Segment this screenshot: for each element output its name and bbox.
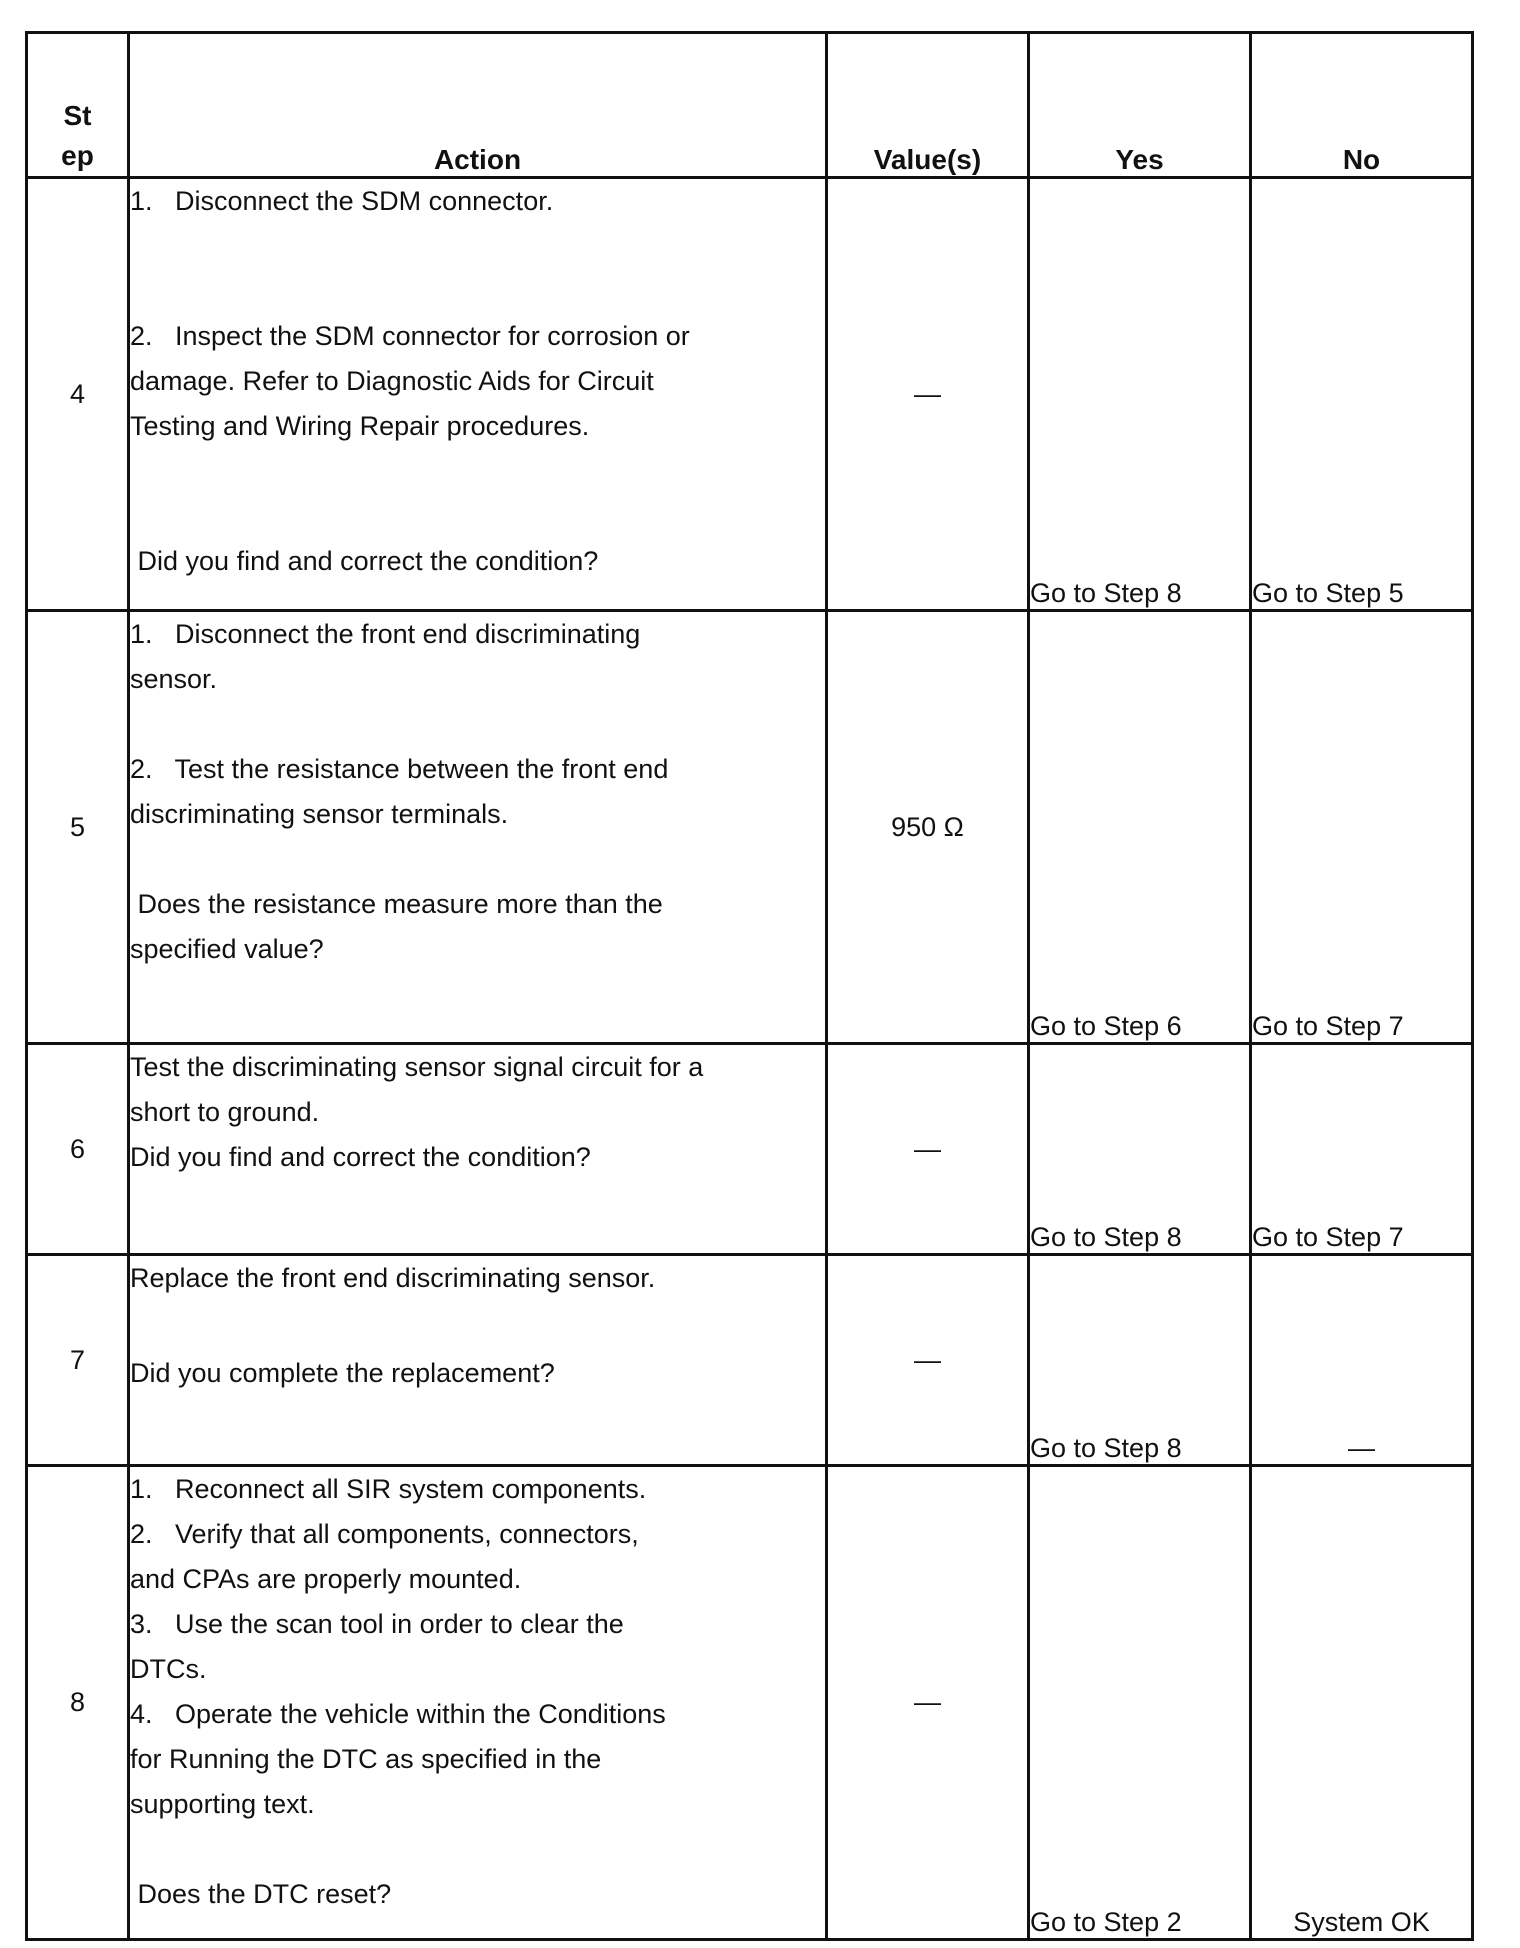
no-cell: Go to Step 7 — [1251, 1044, 1473, 1255]
table-header-row — [27, 33, 1473, 178]
step-number: 6 — [27, 1044, 129, 1255]
col-header-no: No — [1251, 33, 1473, 178]
step-number: 8 — [27, 1466, 129, 1940]
action-question: Does the resistance measure more than the — [130, 889, 663, 919]
action-line: 1. Disconnect the SDM connector. — [130, 186, 554, 216]
yes-cell: Go to Step 8 — [1029, 1255, 1251, 1466]
action-line: short to ground. — [130, 1097, 320, 1127]
action-cell — [129, 178, 827, 611]
action-line: and CPAs are properly mounted. — [130, 1564, 522, 1594]
action-line: DTCs. — [130, 1654, 207, 1684]
table-row — [27, 1044, 1473, 1255]
action-question: Did you complete the replacement? — [130, 1358, 555, 1388]
no-cell: Go to Step 5 — [1251, 178, 1473, 611]
action-line: 1. Disconnect the front end discriminating — [130, 619, 641, 649]
action-cell — [129, 611, 827, 1044]
action-line: Testing and Wiring Repair procedures. — [130, 411, 590, 441]
action-cell — [129, 1255, 827, 1466]
action-line: Replace the front end discriminating sensor. — [130, 1263, 656, 1293]
col-header-action: Action — [129, 33, 827, 178]
action-line: 2. Verify that all components, connectors, — [130, 1519, 639, 1549]
table-row — [27, 1255, 1473, 1466]
action-line: discriminating sensor terminals. — [130, 799, 509, 829]
col-header-yes: Yes — [1029, 33, 1251, 178]
yes-cell: Go to Step 8 — [1029, 1044, 1251, 1255]
table-row — [27, 1466, 1473, 1940]
col-header-values: Value(s) — [827, 33, 1029, 178]
col-header-step: St ep — [27, 33, 129, 178]
action-question: specified value? — [130, 934, 324, 964]
action-line: 2. Inspect the SDM connector for corrosion or — [130, 321, 690, 351]
action-cell — [129, 1466, 827, 1940]
step-number: 5 — [27, 611, 129, 1044]
table-row — [27, 611, 1473, 1044]
action-line: 2. Test the resistance between the front end — [130, 754, 669, 784]
value-cell: — — [827, 1466, 1029, 1940]
step-number: 7 — [27, 1255, 129, 1466]
yes-cell: Go to Step 8 — [1029, 178, 1251, 611]
action-line: Test the discriminating sensor signal circuit for a — [130, 1052, 704, 1082]
value-cell: 950 Ω — [827, 611, 1029, 1044]
yes-cell: Go to Step 6 — [1029, 611, 1251, 1044]
action-line: for Running the DTC as specified in the — [130, 1744, 602, 1774]
action-line: 4. Operate the vehicle within the Conditions — [130, 1699, 666, 1729]
action-line: 1. Reconnect all SIR system components. — [130, 1474, 647, 1504]
step-number: 4 — [27, 178, 129, 611]
no-cell: System OK — [1251, 1466, 1473, 1940]
action-question: Does the DTC reset? — [130, 1879, 392, 1909]
action-line: sensor. — [130, 664, 218, 694]
value-cell: — — [827, 1255, 1029, 1466]
action-question: Did you find and correct the condition? — [130, 1142, 591, 1172]
value-cell: — — [827, 1044, 1029, 1255]
action-line: supporting text. — [130, 1789, 315, 1819]
action-line: damage. Refer to Diagnostic Aids for Circuit — [130, 366, 654, 396]
value-cell: — — [827, 178, 1029, 611]
table-row — [27, 178, 1473, 611]
diagnostic-table — [25, 31, 1474, 1941]
action-cell — [129, 1044, 827, 1255]
action-line: 3. Use the scan tool in order to clear the — [130, 1609, 624, 1639]
no-cell: Go to Step 7 — [1251, 611, 1473, 1044]
no-cell: — — [1251, 1255, 1473, 1466]
action-question: Did you find and correct the condition? — [130, 546, 599, 576]
yes-cell: Go to Step 2 — [1029, 1466, 1251, 1940]
